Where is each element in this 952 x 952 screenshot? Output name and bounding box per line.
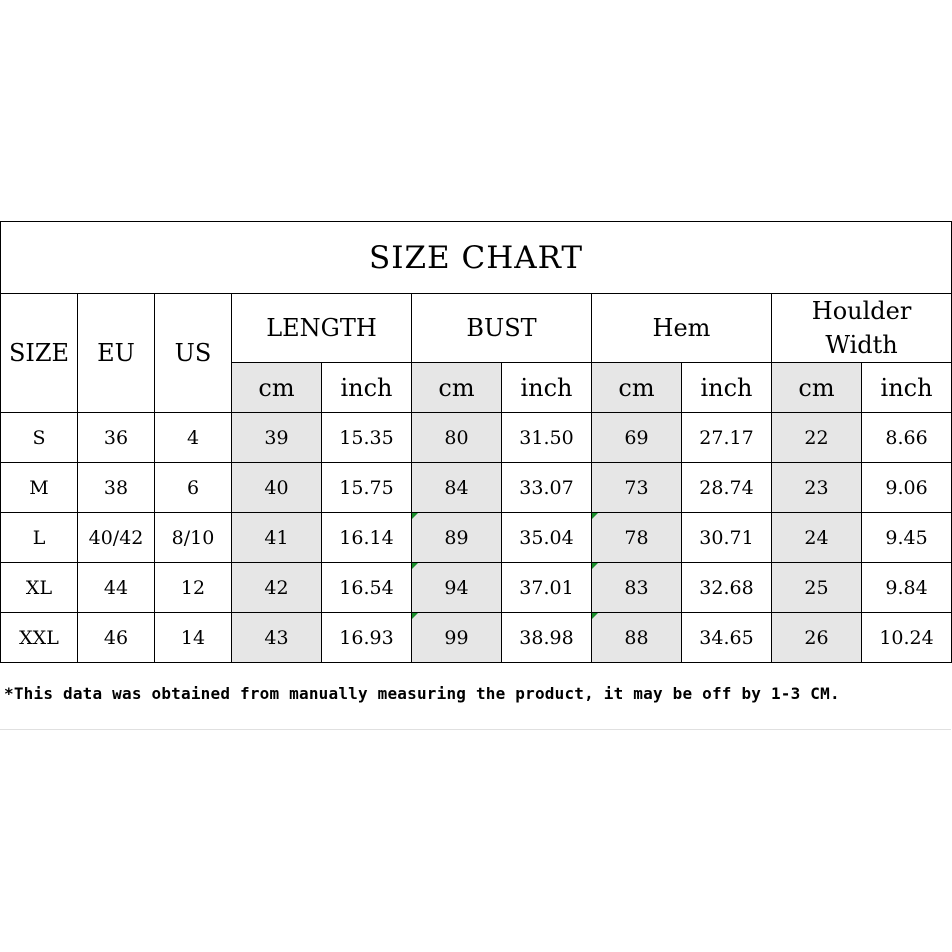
size-cell: XL xyxy=(1,563,78,613)
bust-cm-header: cm xyxy=(412,363,502,413)
length-inch-cell: 15.75 xyxy=(322,463,412,513)
shoulder-cm-header: cm xyxy=(772,363,862,413)
size-cell: M xyxy=(1,463,78,513)
length-inch-cell: 16.93 xyxy=(322,613,412,663)
header-shoulder-width: Houlder Width xyxy=(772,294,952,363)
eu-cell: 36 xyxy=(78,413,155,463)
hem-cm-cell: 88 xyxy=(592,613,682,663)
eu-cell: 46 xyxy=(78,613,155,663)
shoulder-cm-cell: 22 xyxy=(772,413,862,463)
hem-cm-header: cm xyxy=(592,363,682,413)
shoulder-inch-cell: 9.45 xyxy=(862,513,952,563)
header-hem: Hem xyxy=(592,294,772,363)
bust-inch-cell: 33.07 xyxy=(502,463,592,513)
length-inch-cell: 16.14 xyxy=(322,513,412,563)
eu-cell: 44 xyxy=(78,563,155,613)
us-cell: 12 xyxy=(155,563,232,613)
shoulder-inch-cell: 9.84 xyxy=(862,563,952,613)
length-cm-cell: 39 xyxy=(232,413,322,463)
size-cell: L xyxy=(1,513,78,563)
size-cell: XXL xyxy=(1,613,78,663)
table-row xyxy=(1,413,952,463)
length-inch-cell: 15.35 xyxy=(322,413,412,463)
header-size: SIZE xyxy=(1,294,78,413)
bust-cm-cell: 80 xyxy=(412,413,502,463)
shoulder-cm-cell: 24 xyxy=(772,513,862,563)
hem-cm-cell: 83 xyxy=(592,563,682,613)
bust-cm-cell: 99 xyxy=(412,613,502,663)
shoulder-inch-cell: 8.66 xyxy=(862,413,952,463)
us-cell: 4 xyxy=(155,413,232,463)
length-inch-header: inch xyxy=(322,363,412,413)
hem-inch-cell: 30.71 xyxy=(682,513,772,563)
table-row xyxy=(1,513,952,563)
hem-cm-cell: 78 xyxy=(592,513,682,563)
size-cell: S xyxy=(1,413,78,463)
hem-inch-cell: 28.74 xyxy=(682,463,772,513)
us-cell: 6 xyxy=(155,463,232,513)
bust-inch-cell: 31.50 xyxy=(502,413,592,463)
us-cell: 14 xyxy=(155,613,232,663)
us-cell: 8/10 xyxy=(155,513,232,563)
bust-cm-cell: 89 xyxy=(412,513,502,563)
size-chart-table xyxy=(0,221,952,663)
hem-cm-cell: 69 xyxy=(592,413,682,463)
shoulder-inch-cell: 10.24 xyxy=(862,613,952,663)
table-row xyxy=(1,463,952,513)
length-cm-cell: 41 xyxy=(232,513,322,563)
bust-cm-cell: 94 xyxy=(412,563,502,613)
hem-cm-cell: 73 xyxy=(592,463,682,513)
shoulder-inch-header: inch xyxy=(862,363,952,413)
length-inch-cell: 16.54 xyxy=(322,563,412,613)
eu-cell: 38 xyxy=(78,463,155,513)
hem-inch-cell: 32.68 xyxy=(682,563,772,613)
eu-cell: 40/42 xyxy=(78,513,155,563)
header-length: LENGTH xyxy=(232,294,412,363)
hem-inch-cell: 34.65 xyxy=(682,613,772,663)
bust-inch-header: inch xyxy=(502,363,592,413)
bust-inch-cell: 38.98 xyxy=(502,613,592,663)
length-cm-cell: 42 xyxy=(232,563,322,613)
bust-inch-cell: 37.01 xyxy=(502,563,592,613)
hem-inch-cell: 27.17 xyxy=(682,413,772,463)
header-bust: BUST xyxy=(412,294,592,363)
header-us: US xyxy=(155,294,232,413)
length-cm-cell: 43 xyxy=(232,613,322,663)
measurement-note: *This data was obtained from manually measuring the product, it may be off by 1-3 CM. xyxy=(0,658,951,730)
size-chart xyxy=(0,221,951,663)
bust-cm-cell: 84 xyxy=(412,463,502,513)
table-row xyxy=(1,613,952,663)
shoulder-cm-cell: 26 xyxy=(772,613,862,663)
chart-title: SIZE CHART xyxy=(1,222,952,294)
table-row xyxy=(1,563,952,613)
shoulder-cm-cell: 23 xyxy=(772,463,862,513)
header-eu: EU xyxy=(78,294,155,413)
shoulder-cm-cell: 25 xyxy=(772,563,862,613)
length-cm-cell: 40 xyxy=(232,463,322,513)
length-cm-header: cm xyxy=(232,363,322,413)
hem-inch-header: inch xyxy=(682,363,772,413)
bust-inch-cell: 35.04 xyxy=(502,513,592,563)
shoulder-inch-cell: 9.06 xyxy=(862,463,952,513)
